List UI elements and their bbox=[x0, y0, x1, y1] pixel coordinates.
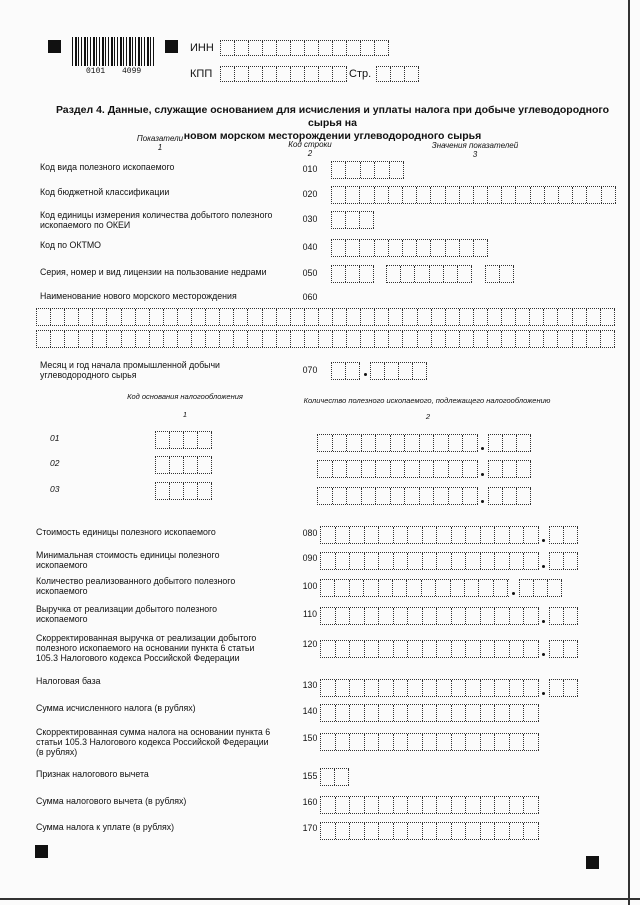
row-code-100: 100 bbox=[302, 581, 318, 591]
tax-base-code-field-01[interactable] bbox=[155, 431, 212, 449]
taxable-quantity-field-01[interactable] bbox=[317, 434, 478, 452]
license-series-field[interactable] bbox=[331, 265, 374, 283]
page-border-bottom bbox=[0, 898, 640, 900]
taxable-quantity-decimals-field-01[interactable] bbox=[488, 434, 531, 452]
sold-quantity-decimals-field[interactable] bbox=[519, 579, 562, 597]
decimal-separator-dot bbox=[481, 447, 484, 450]
subtable-header-taxable-quantity: Количество полезного ископаемого, подлежащего налогообложению bbox=[303, 396, 551, 405]
row-label-020: Код бюджетной классификации bbox=[40, 187, 170, 197]
row-label-060: Наименование нового морского месторождения bbox=[40, 291, 237, 301]
budget-classification-code-field[interactable] bbox=[331, 186, 616, 204]
tax-base-decimals-field[interactable] bbox=[549, 679, 578, 697]
row-label-070: Месяц и год начала промышленной добычи углеводородного сырья bbox=[40, 360, 220, 380]
decimal-separator-dot bbox=[481, 473, 484, 476]
tax-base-code-field-02[interactable] bbox=[155, 456, 212, 474]
deposit-name-field-line-2[interactable] bbox=[36, 330, 615, 348]
row-label-160: Сумма налогового вычета (в рублях) bbox=[36, 796, 187, 806]
row-label-155: Признак налогового вычета bbox=[36, 769, 149, 779]
page-number-field[interactable] bbox=[376, 66, 419, 82]
row-code-040: 040 bbox=[302, 242, 318, 252]
column-header-indicators: Показатели 1 bbox=[136, 134, 184, 152]
column-header-values: Значения показателей 3 bbox=[431, 141, 519, 159]
unit-cost-field[interactable] bbox=[320, 526, 539, 544]
row-label-110: Выручка от реализации добытого полезного ископаемого bbox=[36, 604, 218, 624]
subtable-header-num-1: 1 bbox=[182, 410, 188, 419]
row-code-170: 170 bbox=[302, 823, 318, 833]
row-code-020: 020 bbox=[302, 189, 318, 199]
barcode-number-right: 4099 bbox=[122, 67, 142, 76]
row-code-090: 090 bbox=[302, 553, 318, 563]
min-unit-cost-decimals-field[interactable] bbox=[549, 552, 578, 570]
decimal-separator-dot bbox=[542, 653, 545, 656]
row-label-170: Сумма налога к уплате (в рублях) bbox=[36, 822, 175, 832]
license-number-field[interactable] bbox=[386, 265, 472, 283]
alignment-marker-top-left bbox=[48, 40, 61, 53]
decimal-separator-dot bbox=[542, 692, 545, 695]
deposit-name-field-line-1[interactable] bbox=[36, 308, 615, 326]
row-code-080: 080 bbox=[302, 528, 318, 538]
row-label-050: Серия, номер и вид лицензии на пользование недрами bbox=[40, 267, 267, 277]
row-label-130: Налоговая база bbox=[36, 676, 101, 686]
row-label-100: Количество реализованного добытого полезного ископаемого bbox=[36, 576, 236, 596]
page-number-label: Стр. bbox=[349, 68, 372, 80]
taxable-quantity-decimals-field-02[interactable] bbox=[488, 460, 531, 478]
sales-revenue-field[interactable] bbox=[320, 607, 539, 625]
date-separator-dot bbox=[364, 373, 367, 376]
section-title-line2: новом морском месторождении углеводородного сырья bbox=[183, 130, 482, 142]
sold-quantity-field[interactable] bbox=[320, 579, 509, 597]
taxable-quantity-decimals-field-03[interactable] bbox=[488, 487, 531, 505]
sales-revenue-decimals-field[interactable] bbox=[549, 607, 578, 625]
tax-deduction-amount-field[interactable] bbox=[320, 796, 539, 814]
row-code-110: 110 bbox=[302, 609, 318, 619]
unit-cost-decimals-field[interactable] bbox=[549, 526, 578, 544]
decimal-separator-dot bbox=[512, 592, 515, 595]
taxable-quantity-field-02[interactable] bbox=[317, 460, 478, 478]
decimal-separator-dot bbox=[481, 500, 484, 503]
decimal-separator-dot bbox=[542, 565, 545, 568]
row-label-010: Код вида полезного ископаемого bbox=[40, 162, 175, 172]
row-code-160: 160 bbox=[302, 797, 318, 807]
row-code-140: 140 bbox=[302, 706, 318, 716]
row-label-030: Код единицы измерения количества добытого полезного ископаемого по ОКЕИ bbox=[40, 210, 273, 230]
license-type-field[interactable] bbox=[485, 265, 514, 283]
calculated-tax-field[interactable] bbox=[320, 704, 539, 722]
tax-deduction-flag-field[interactable] bbox=[320, 768, 349, 786]
kpp-field[interactable] bbox=[220, 66, 347, 82]
kpp-label: КПП bbox=[190, 68, 213, 80]
adjusted-revenue-decimals-field[interactable] bbox=[549, 640, 578, 658]
subtable-row-label-01: 01 bbox=[50, 433, 60, 443]
adjusted-revenue-field[interactable] bbox=[320, 640, 539, 658]
taxable-quantity-field-03[interactable] bbox=[317, 487, 478, 505]
row-label-080: Стоимость единицы полезного ископаемого bbox=[36, 527, 216, 537]
oktmo-code-field[interactable] bbox=[331, 239, 488, 257]
barcode bbox=[72, 37, 156, 66]
okei-unit-code-field[interactable] bbox=[331, 211, 374, 229]
row-code-150: 150 bbox=[302, 733, 318, 743]
decimal-separator-dot bbox=[542, 620, 545, 623]
mineral-type-code-field[interactable] bbox=[331, 161, 404, 179]
row-code-010: 010 bbox=[302, 164, 318, 174]
subtable-header-tax-base-code: Код основания налогообложения bbox=[127, 392, 243, 401]
row-code-155: 155 bbox=[302, 771, 318, 781]
production-start-year-field[interactable] bbox=[370, 362, 427, 380]
subtable-header-num-2: 2 bbox=[425, 412, 431, 421]
row-code-050: 050 bbox=[302, 268, 318, 278]
adjusted-tax-field[interactable] bbox=[320, 733, 539, 751]
column-header-line-code: Код строки 2 bbox=[288, 140, 332, 158]
inn-field[interactable] bbox=[220, 40, 389, 56]
row-label-090: Минимальная стоимость единицы полезного ископаемого bbox=[36, 550, 220, 570]
row-code-070: 070 bbox=[302, 365, 318, 375]
row-code-120: 120 bbox=[302, 639, 318, 649]
alignment-marker-top-center bbox=[165, 40, 178, 53]
subtable-row-label-02: 02 bbox=[50, 458, 60, 468]
production-start-month-field[interactable] bbox=[331, 362, 360, 380]
subtable-row-label-03: 03 bbox=[50, 484, 60, 494]
decimal-separator-dot bbox=[542, 539, 545, 542]
alignment-marker-bottom-right bbox=[586, 856, 599, 869]
row-label-140: Сумма исчисленного налога (в рублях) bbox=[36, 703, 196, 713]
row-label-120: Скорректированная выручка от реализации добытого полезного ископаемого на основании пункта 6 статьи 105.3 Налогового кодекса Российской Федерации bbox=[36, 633, 257, 663]
tax-base-code-field-03[interactable] bbox=[155, 482, 212, 500]
tax-base-field[interactable] bbox=[320, 679, 539, 697]
row-code-130: 130 bbox=[302, 680, 318, 690]
row-code-030: 030 bbox=[302, 214, 318, 224]
row-code-060: 060 bbox=[302, 292, 318, 302]
row-label-040: Код по ОКТМО bbox=[40, 240, 102, 250]
row-label-150: Скорректированная сумма налога на основании пункта 6 статьи 105.3 Налогового кодекса Российской Федерации (в рублях) bbox=[36, 727, 271, 757]
barcode-number-left: 0101 bbox=[86, 67, 106, 76]
page-border-right bbox=[628, 0, 630, 905]
min-unit-cost-field[interactable] bbox=[320, 552, 539, 570]
inn-label: ИНН bbox=[190, 42, 214, 54]
tax-payable-field[interactable] bbox=[320, 822, 539, 840]
alignment-marker-bottom-left bbox=[35, 845, 48, 858]
section-title-line1: Раздел 4. Данные, служащие основанием для исчисления и уплаты налога при добыче углеводородного сырья на bbox=[55, 104, 610, 129]
